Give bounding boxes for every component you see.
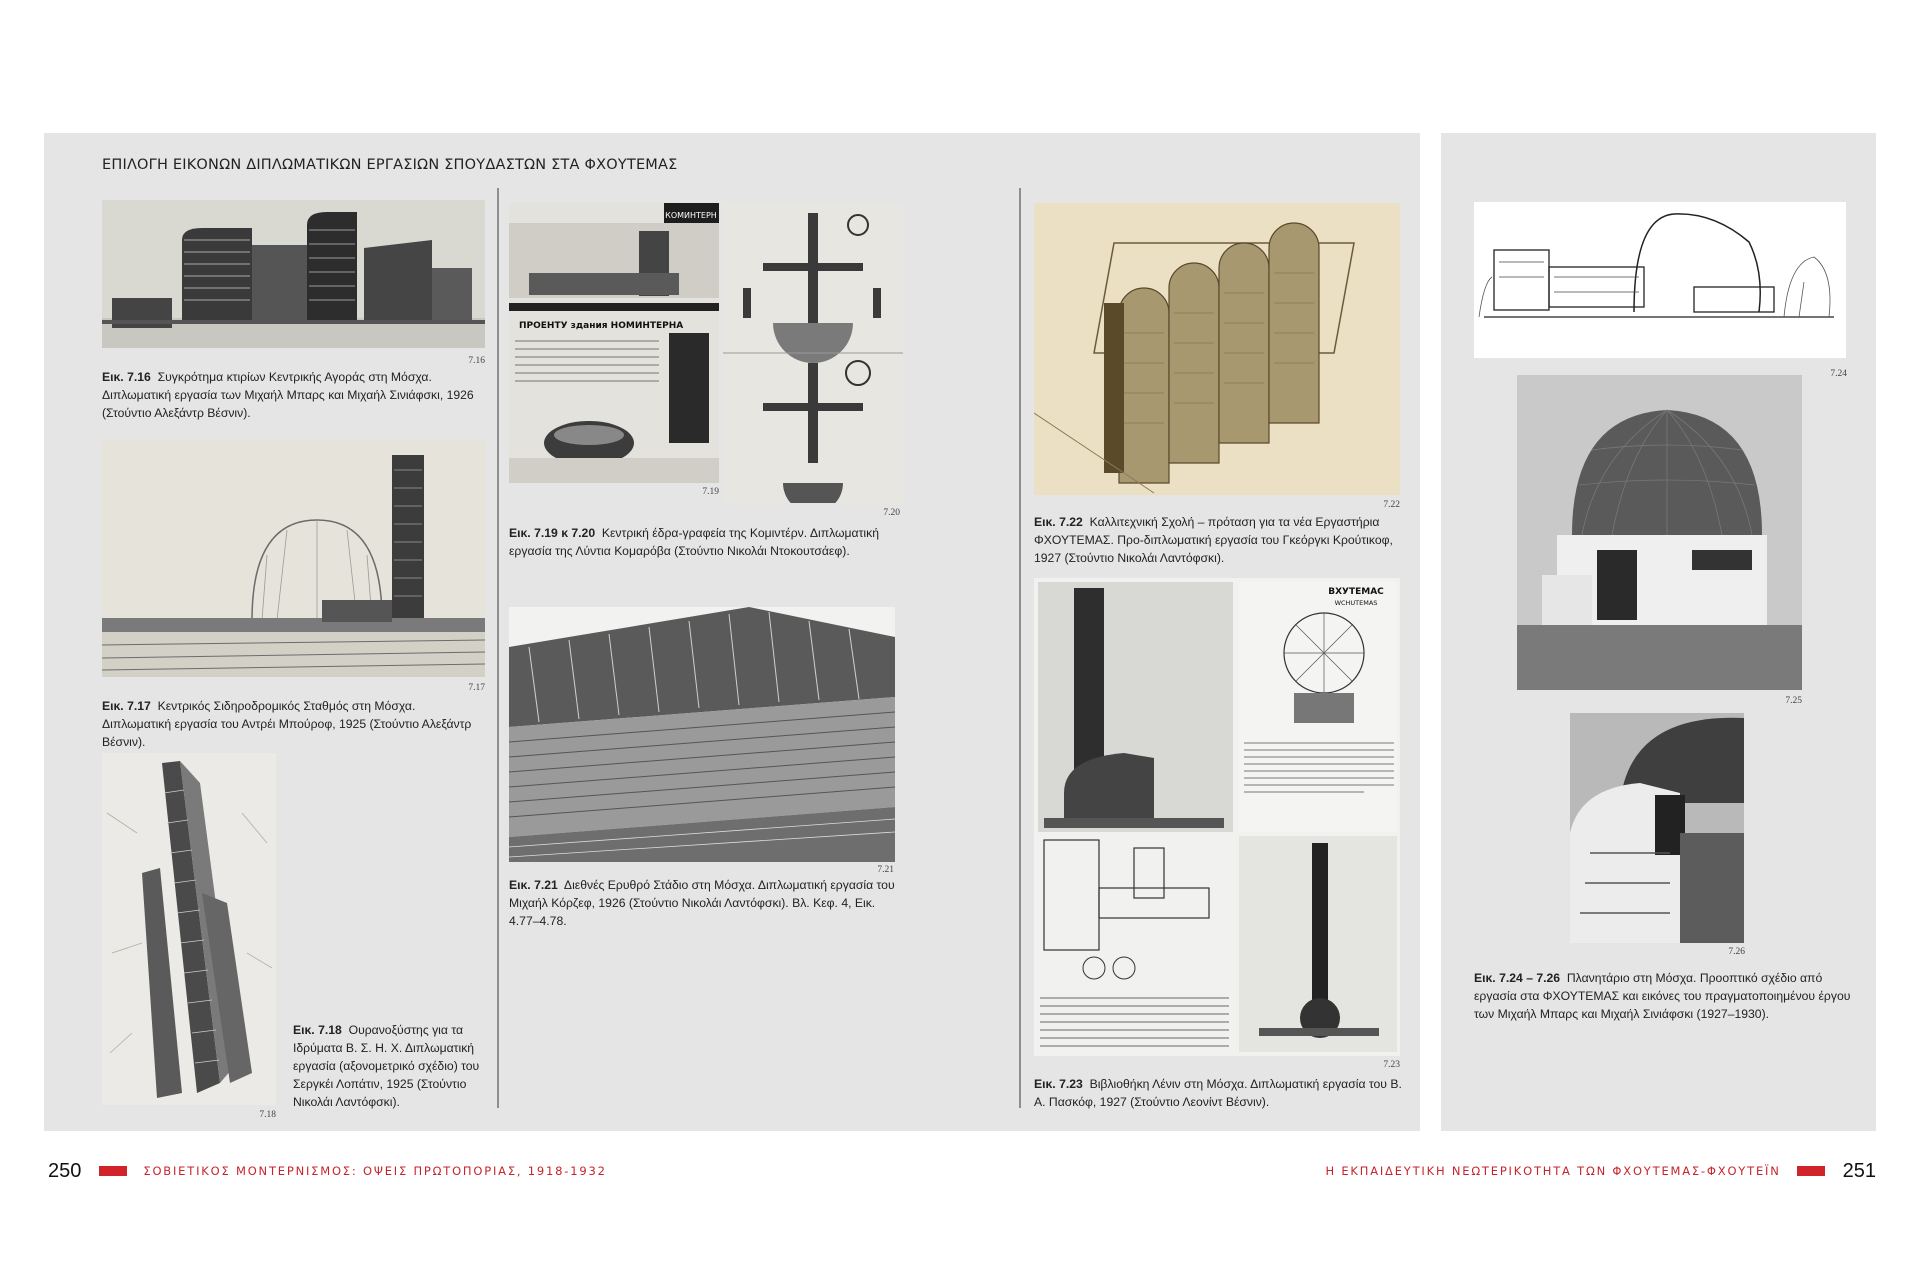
footer-right <box>1325 1158 1876 1184</box>
figure-7-19-image <box>509 203 719 483</box>
figure-7-23-printed-subtitle: WCHUTEMAS <box>1334 599 1378 607</box>
column-divider-left <box>497 188 499 1108</box>
figure-7-18-text: Ουρανοξύστης για τα Ιδρύματα Β. Σ. Η. Χ. Διπλωματική εργασία (αξονομετρικό σχέδιο) του Σεργκέι Λοπάτιν, 1925 (Στούντιο Νικολάι Λαντόφσκι). <box>293 1023 480 1109</box>
figure-7-17-image <box>102 440 485 677</box>
figure-7-16-label: Εικ. 7.16 <box>102 370 151 384</box>
figure-7-18-caption <box>293 1021 491 1111</box>
running-title-left: ΣΟΒΙΕΤΙΚΟΣ ΜΟΝΤΕΡΝΙΣΜΟΣ: ΟΨΕΙΣ ΠΡΩΤΟΠΟΡΙΑΣ, 1918-1932 <box>143 1164 607 1178</box>
figure-7-24-text: Πλανητάριο στη Μόσχα. Προοπτικό σχέδιο από εργασία στα ΦΧΟΥΤΕΜΑΣ και εικόνες του πραγματοποιημένου έργου των Μιχαήλ Μπαρς και Μιχαήλ Σινιάφσκι (1927–1930). <box>1474 971 1851 1021</box>
figure-7-17-text: Κεντρικός Σιδηροδρομικός Σταθμός στη Μόσχα. Διπλωματική εργασία του Αντρέι Μπούροφ, 1925 (Στούντιο Αλεξάντρ Βέσνιν). <box>102 699 472 749</box>
figure-7-25-image <box>1517 375 1802 690</box>
running-title-right: Η ΕΚΠΑΙΔΕΥΤΙΚΗ ΝΕΩΤΕΡΙΚΟΤΗΤΑ ΤΩΝ ΦΧΟΥΤΕΜΑΣ-ΦΧΟΥΤΕΪΝ <box>1325 1164 1781 1178</box>
figure-7-23-printed-title: ВХУТЕМАС <box>1328 587 1384 597</box>
footer-red-bar-right <box>1797 1166 1825 1176</box>
figure-7-23-label: Εικ. 7.23 <box>1034 1077 1083 1091</box>
figure-7-19-text: Κεντρική έδρα-γραφεία της Κομιντέρν. Διπλωματική εργασία της Λύντια Κομαρόβα (Στούντιο Νικολάι Ντοκουτσάεφ). <box>509 526 879 558</box>
figure-7-22-caption <box>1034 513 1404 567</box>
figure-7-25-number: 7.25 <box>1785 696 1802 706</box>
figure-7-20-image <box>723 203 903 503</box>
figure-7-24-label: Εικ. 7.24 – 7.26 <box>1474 971 1561 985</box>
figure-7-24-caption <box>1474 969 1859 1023</box>
figure-7-18-image <box>102 753 276 1105</box>
figure-7-26-number: 7.26 <box>1728 947 1745 957</box>
figure-7-23-image <box>1034 578 1400 1056</box>
figure-7-20-number: 7.20 <box>883 508 900 518</box>
figure-7-21-label: Εικ. 7.21 <box>509 878 558 892</box>
column-divider-right <box>1019 188 1021 1108</box>
figure-7-16-image <box>102 200 485 348</box>
figure-7-17-caption <box>102 697 487 751</box>
figure-7-16-caption <box>102 368 482 422</box>
footer-left <box>48 1158 607 1184</box>
figure-7-22-number: 7.22 <box>1383 500 1400 510</box>
figure-7-21-number: 7.21 <box>877 865 894 875</box>
figure-7-21-image <box>509 607 895 862</box>
figure-7-18-label: Εικ. 7.18 <box>293 1023 342 1037</box>
figure-7-24-number: 7.24 <box>1830 369 1847 379</box>
figure-7-21-text: Διεθνές Ερυθρό Στάδιο στη Μόσχα. Διπλωματική εργασία του Μιχαήλ Κόρζεφ, 1926 (Στούντιο Νικολάι Λαντόφσκι). Βλ. Κεφ. 4, Εικ. 4.77–4.78. <box>509 878 895 928</box>
figure-7-19-number: 7.19 <box>702 487 719 497</box>
figure-7-16-number: 7.16 <box>468 356 485 366</box>
figure-7-22-text: Καλλιτεχνική Σχολή – πρόταση για τα νέα Εργαστήρια ΦΧΟΥΤΕΜΑΣ. Προ-διπλωματική εργασία του Γκεόργκι Κρούτικοφ, 1927 (Στούντιο Νικολάι Λαντόφσκι). <box>1034 515 1393 565</box>
figure-7-23-number: 7.23 <box>1383 1060 1400 1070</box>
figure-7-18-number: 7.18 <box>259 1110 276 1120</box>
figure-7-22-label: Εικ. 7.22 <box>1034 515 1083 529</box>
figure-7-23-text: Βιβλιοθήκη Λένιν στη Μόσχα. Διπλωματική εργασία του Β. Α. Πασκόφ, 1927 (Στούντιο Λεονίντ Βέσνιν). <box>1034 1077 1402 1109</box>
figure-7-24-image <box>1474 202 1846 358</box>
figure-7-21-caption <box>509 876 901 930</box>
figure-7-26-image <box>1570 713 1744 943</box>
figure-7-17-number: 7.17 <box>468 683 485 693</box>
page-number-left: 250 <box>48 1159 82 1182</box>
figure-7-19-caption <box>509 524 904 560</box>
page-number-right: 251 <box>1842 1159 1876 1182</box>
figure-7-22-image <box>1034 203 1400 495</box>
figure-7-19-printed-header: КОМИНТЕРН <box>665 211 717 220</box>
figure-7-23-caption <box>1034 1075 1404 1111</box>
figure-7-19-label: Εικ. 7.19 κ 7.20 <box>509 526 596 540</box>
figure-7-19-printed-title: ПРОЕНТУ здания НОМИНТЕРНА <box>519 321 684 331</box>
section-heading: ΕΠΙΛΟΓΗ ΕΙΚΟΝΩΝ ΔΙΠΛΩΜΑΤΙΚΩΝ ΕΡΓΑΣΙΩΝ ΣΠΟΥΔΑΣΤΩΝ ΣΤΑ ΦΧΟΥΤΕΜΑΣ <box>102 157 678 173</box>
figure-7-17-label: Εικ. 7.17 <box>102 699 151 713</box>
footer-red-bar-left <box>99 1166 127 1176</box>
figure-7-16-text: Συγκρότημα κτιρίων Κεντρικής Αγοράς στη Μόσχα. Διπλωματική εργασία των Μιχαήλ Μπαρς και Μιχαήλ Σινιάφσκι, 1926 (Στούντιο Αλεξάντρ Βέσνιν). <box>102 370 474 420</box>
